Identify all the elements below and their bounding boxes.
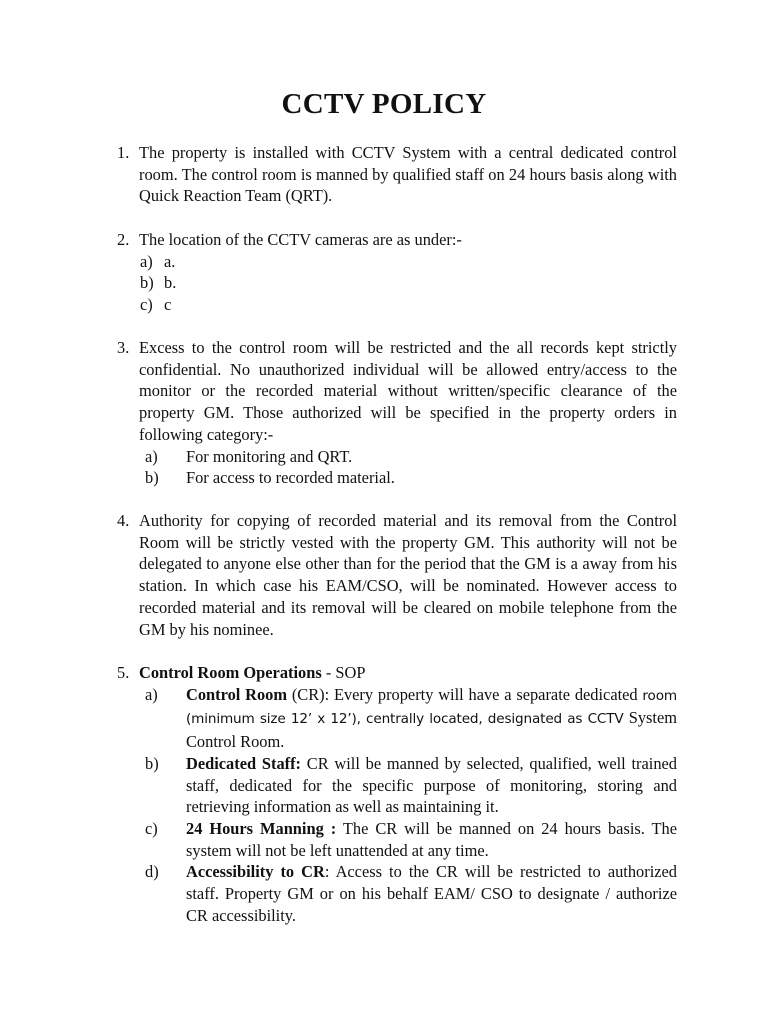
- policy-item-5: [117, 662, 677, 926]
- policy-item-2: [117, 229, 677, 316]
- item-text: Excess to the control room will be restricted and the all records kept strictly confidential. No unauthorized individual will be allowed entry/access to the monitor or the recorded material without written/specific clearance of the property GM. Those authorized will be specified in the property orders in following category:-: [139, 338, 677, 444]
- list-marker: b): [140, 273, 154, 293]
- list-item-label: Control Room: [186, 684, 288, 704]
- list-item-text: For access to recorded material.: [186, 468, 395, 488]
- policy-item-4: [117, 510, 677, 640]
- section-heading-suffix: - SOP: [321, 663, 366, 682]
- section-heading-title: Control Room Operations: [139, 663, 322, 682]
- item-number: 2.: [117, 230, 130, 249]
- list-marker: c): [145, 818, 158, 838]
- list-item: [117, 446, 677, 468]
- section-heading: [139, 662, 677, 684]
- list-item-text: The CR will be manned on 24 hours basis. The system will not be left unattended at any time.: [186, 818, 677, 860]
- list-marker: c): [140, 295, 153, 315]
- list-marker: d): [145, 862, 159, 882]
- authorization-category-list: [117, 446, 677, 489]
- list-item: [117, 684, 677, 753]
- list-item: [117, 818, 677, 861]
- list-item-label: 24 Hours Manning :: [186, 818, 337, 838]
- list-item: [139, 251, 677, 273]
- item-number: 3.: [117, 338, 130, 357]
- policy-item-1: [117, 142, 677, 207]
- camera-location-list: [139, 251, 677, 316]
- list-item-text: (CR): Every property will have a separate dedicated: [287, 684, 643, 704]
- list-item-text-sans: room (minimum size 12’ x 12’), centrally located, designated as CCTV: [186, 687, 677, 728]
- control-room-operations-list: [117, 684, 677, 927]
- list-item: [117, 861, 677, 926]
- list-item-text: For monitoring and QRT.: [186, 446, 353, 466]
- list-item-text: c: [164, 295, 172, 315]
- list-item-text-end: System Control Room.: [186, 708, 677, 752]
- list-item-label: Accessibility to CR: [186, 862, 325, 882]
- list-item: [117, 467, 677, 489]
- item-text: Authority for copying of recorded material and its removal from the Control Room will be strictly vested with the property GM. This authority will not be delegated to anyone else other than for the period that the GM is a away from his station. In which case his EAM/CSO, will be nominated. However access to recorded material and its removal will be cleared on mobile telephone from the GM by his nominee.: [139, 511, 677, 639]
- page-title: CCTV POLICY: [281, 88, 487, 120]
- item-number: 4.: [117, 511, 130, 530]
- list-item-text: b.: [164, 273, 177, 293]
- list-marker: a): [145, 684, 158, 704]
- policy-item-3: [117, 337, 677, 489]
- item-number: 5.: [117, 663, 130, 682]
- list-marker: a): [140, 251, 153, 271]
- list-item: [139, 272, 677, 294]
- item-text: The location of the CCTV cameras are as under:-: [139, 230, 462, 249]
- list-item-text: CR will be manned by selected, qualified, well trained staff, dedicated for the specific purpose of monitoring, storing and retrieving information as well as maintaining it.: [186, 753, 677, 817]
- list-marker: b): [145, 753, 159, 773]
- list-item: [139, 294, 677, 316]
- item-text: The property is installed with CCTV System with a central dedicated control room. The control room is manned by qualified staff on 24 hours basis along with Quick Reaction Team (QRT).: [139, 143, 677, 206]
- list-marker: a): [145, 446, 158, 466]
- list-item-text: a.: [164, 251, 176, 271]
- item-number: 1.: [117, 143, 130, 162]
- list-item: [117, 753, 677, 818]
- list-item-text: : Access to the CR will be restricted to authorized staff. Property GM or on his behalf EAM/ CSO to designate / authorize CR accessibility.: [186, 862, 677, 925]
- list-marker: b): [145, 468, 159, 488]
- list-item-label: Dedicated Staff:: [186, 753, 302, 773]
